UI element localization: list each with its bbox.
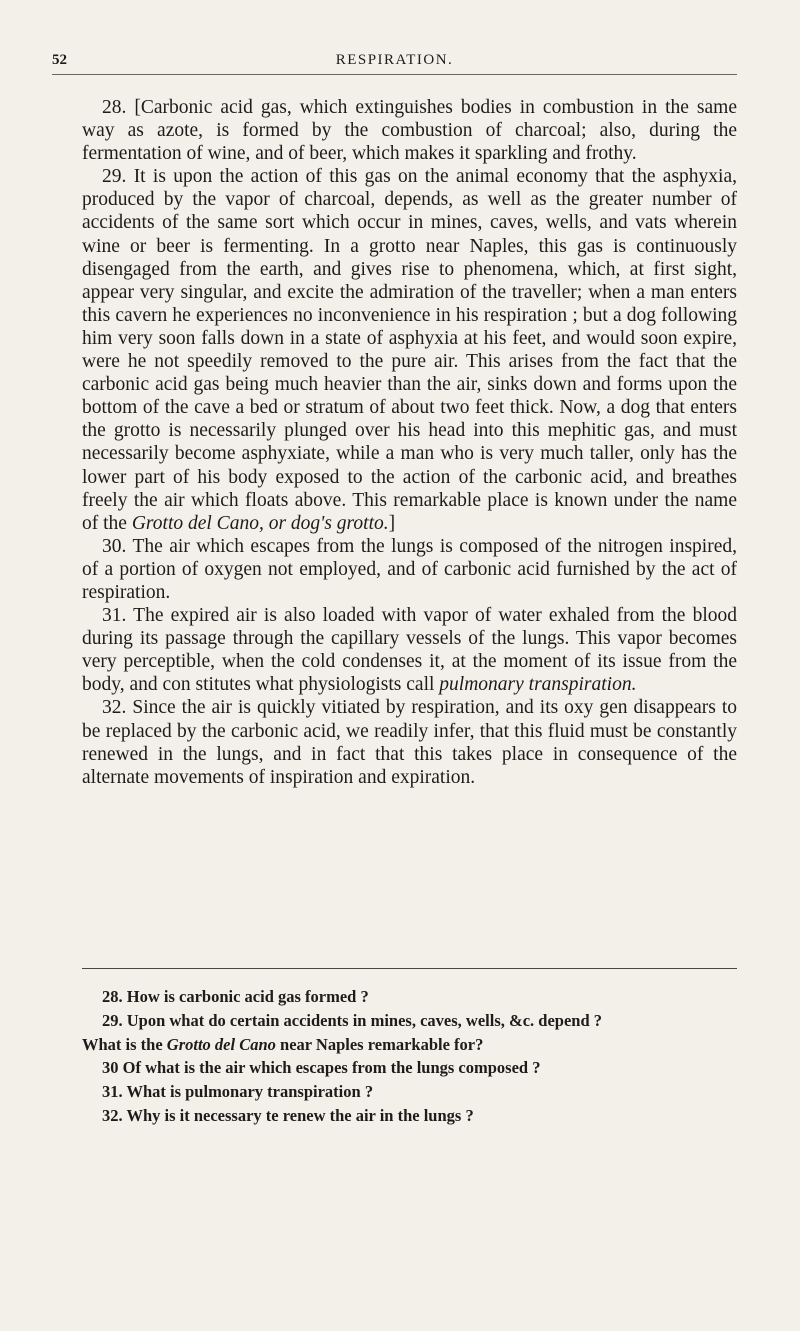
question-text: 29. Upon what do certain accidents in mines, caves, wells, &c. depend ? <box>102 1010 603 1030</box>
paragraph-text: 32. Since the air is quickly vitiated by respiration, and its oxy gen disappears to be replaced by the carbonic acid, we readily infer, that this fluid must be constantly renewed in the lungs, and in fact that this takes place in consequence of the alternate movements of inspiration and expiration. <box>82 697 737 788</box>
question-line <box>82 1080 737 1104</box>
paragraph-28 <box>82 96 737 165</box>
page-header <box>52 52 737 75</box>
question-text: near Naples remarkable for? <box>275 1034 484 1054</box>
question-line <box>82 1104 737 1128</box>
question-text: What is the <box>82 1034 167 1054</box>
question-line <box>82 1033 737 1057</box>
question-text: 32. Why is it necessary te renew the air in the lungs ? <box>102 1105 474 1125</box>
page-number: 52 <box>52 52 67 68</box>
paragraph-text: 30. The air which escapes from the lungs is composed of the nitrogen inspired, of a portion of oxygen not employed, and of carbonic acid furnished by the act of respiration. <box>82 535 737 603</box>
running-title: RESPIRATION. <box>335 52 454 68</box>
review-questions <box>82 985 737 1128</box>
question-line <box>82 1056 737 1080</box>
paragraph-31 <box>82 604 737 696</box>
paragraph-29 <box>82 165 737 535</box>
paragraph-text: 29. It is upon the action of this gas on the animal economy that the asphyxia, produced by the vapor of charcoal, depends, as well as the greater number of accidents of the same sort which occur in mines, caves, wells, and vats wherein wine or beer is fermenting. In a grotto near Naples, this gas is continuously disengaged from the earth, and gives rise to phenomena, which, at first sight, appear very singular, and excite the admiration of the traveller; when a man enters this cavern he experiences no inconvenience in his respiration ; but a dog following him very soon falls down in a state of asphyxia at his feet, and would soon expire, were he not speedily removed to the pure air. This arises from the fact that the carbonic acid gas being much heavier than the air, sinks down and forms upon the bottom of the cave a bed or stratum of about two feet thick. Now, a dog that enters the grotto is necessarily plunged over his head into this mephitic gas, and must necessarily become asphyxiate, while a man who is very much taller, only has the lower part of his body exposed to the action of the carbonic acid, and breathes freely the air which floats above. This remarkable place is known under the name of the <box>82 166 737 534</box>
question-text: 30 Of what is the air which escapes from the lungs composed ? <box>102 1058 541 1078</box>
paragraph-text: ] <box>388 512 396 534</box>
italic-text: pulmonary transpiration. <box>439 674 637 696</box>
paragraph-text: 31. The expired air is also loaded with vapor of water exhaled from the blood during its passage through the capillary vessels of the lungs. This vapor becomes very perceptible, when the cold condenses it, at the moment of its issue from the body, and con stitutes what physiologists call <box>82 605 737 696</box>
main-text <box>82 96 737 789</box>
question-text: 31. What is pulmonary transpiration ? <box>102 1082 374 1102</box>
paragraph-32 <box>82 696 737 788</box>
italic-text: Grotto del Cano <box>166 1034 276 1054</box>
question-line <box>82 985 737 1009</box>
question-line <box>82 1009 737 1033</box>
italic-text: Grotto del Cano, or dog's grotto. <box>131 512 389 534</box>
section-divider <box>82 968 737 969</box>
paragraph-text: 28. [Carbonic acid gas, which extinguishes bodies in combustion in the same way as azote, is formed by the combustion of charcoal; also, during the fermentation of wine, and of beer, which makes it sparkling and frothy. <box>82 97 737 165</box>
paragraph-30 <box>82 535 737 604</box>
question-text: 28. How is carbonic acid gas formed ? <box>102 987 369 1006</box>
